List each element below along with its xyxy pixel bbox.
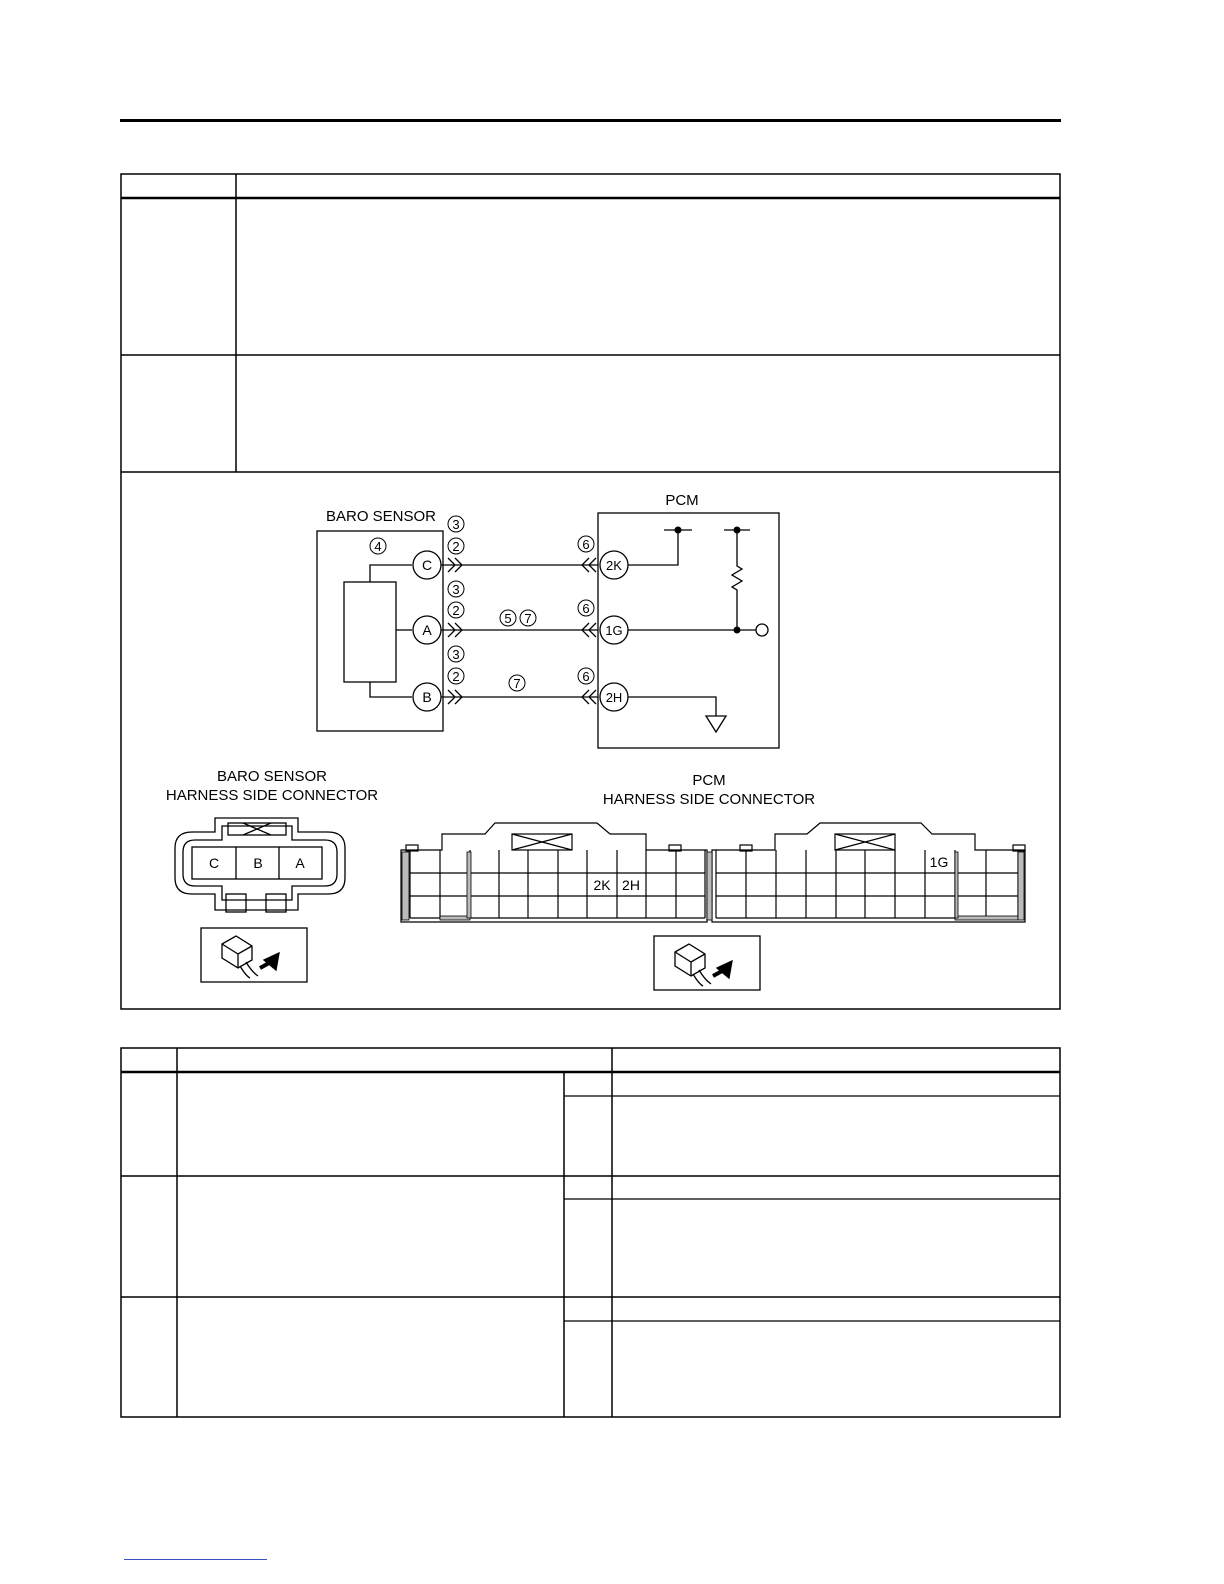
pcm-connector-caption-2: HARNESS SIDE CONNECTOR [602, 791, 816, 808]
baro-connector-caption-2: HARNESS SIDE CONNECTOR [165, 787, 379, 804]
pcm-terminal-1g-label: 1G [605, 623, 623, 638]
baro-sensor-title: BARO SENSOR [325, 508, 437, 525]
procedure-table [121, 1048, 1060, 1417]
baro-pin-c: C [208, 855, 220, 871]
svg-text:2: 2 [452, 669, 460, 684]
footer-link-underline [124, 1559, 267, 1560]
baro-terminal-b-label: B [422, 689, 432, 705]
connector-view-icon [654, 936, 760, 990]
step-marker [448, 668, 464, 684]
svg-text:4: 4 [374, 539, 382, 554]
baro-terminal-c-label: C [421, 557, 433, 573]
baro-harness-connector [166, 768, 378, 912]
baro-pin-b: B [253, 855, 263, 871]
step-marker [448, 602, 464, 618]
svg-text:5: 5 [504, 611, 512, 626]
pcm-terminal-2h-label: 2H [605, 690, 623, 705]
pcm-pin-2k: 2K [593, 877, 611, 893]
baro-terminal-b [413, 683, 441, 711]
step-marker [448, 581, 464, 597]
step-marker [448, 516, 464, 532]
step-marker [509, 675, 525, 691]
pcm-connector-caption-1: PCM [692, 772, 726, 789]
svg-text:6: 6 [582, 537, 590, 552]
pcm-terminal-2k-label: 2K [606, 558, 622, 573]
svg-text:7: 7 [524, 611, 532, 626]
svg-text:7: 7 [513, 676, 521, 691]
step-marker [578, 600, 594, 616]
svg-text:3: 3 [452, 517, 460, 532]
baro-terminal-a [413, 616, 441, 644]
svg-text:3: 3 [452, 582, 460, 597]
info-table [121, 174, 1060, 1009]
step-marker [578, 536, 594, 552]
step-marker [448, 646, 464, 662]
baro-terminal-c [413, 551, 441, 579]
svg-text:6: 6 [582, 601, 590, 616]
pcm-title: PCM [665, 492, 699, 509]
step-marker [500, 610, 516, 626]
svg-text:6: 6 [582, 669, 590, 684]
pcm-terminal-2h [600, 683, 628, 711]
svg-text:3: 3 [452, 647, 460, 662]
pcm-terminal-1g [600, 616, 628, 644]
pcm-pin-1g: 1G [929, 854, 949, 870]
svg-text:2: 2 [452, 539, 460, 554]
step-marker [448, 538, 464, 554]
step-marker [370, 538, 386, 554]
svg-text:2: 2 [452, 603, 460, 618]
baro-pin-a: A [295, 855, 305, 871]
connector-view-icon [201, 928, 307, 982]
baro-connector-caption-1: BARO SENSOR [216, 768, 328, 785]
wiring-diagram [317, 492, 779, 748]
pcm-pin-2h: 2H [622, 877, 640, 893]
step-marker [520, 610, 536, 626]
pcm-harness-connector [401, 772, 1025, 922]
baro-terminal-a-label: A [422, 622, 432, 638]
step-marker [578, 668, 594, 684]
pcm-terminal-2k [600, 551, 628, 579]
